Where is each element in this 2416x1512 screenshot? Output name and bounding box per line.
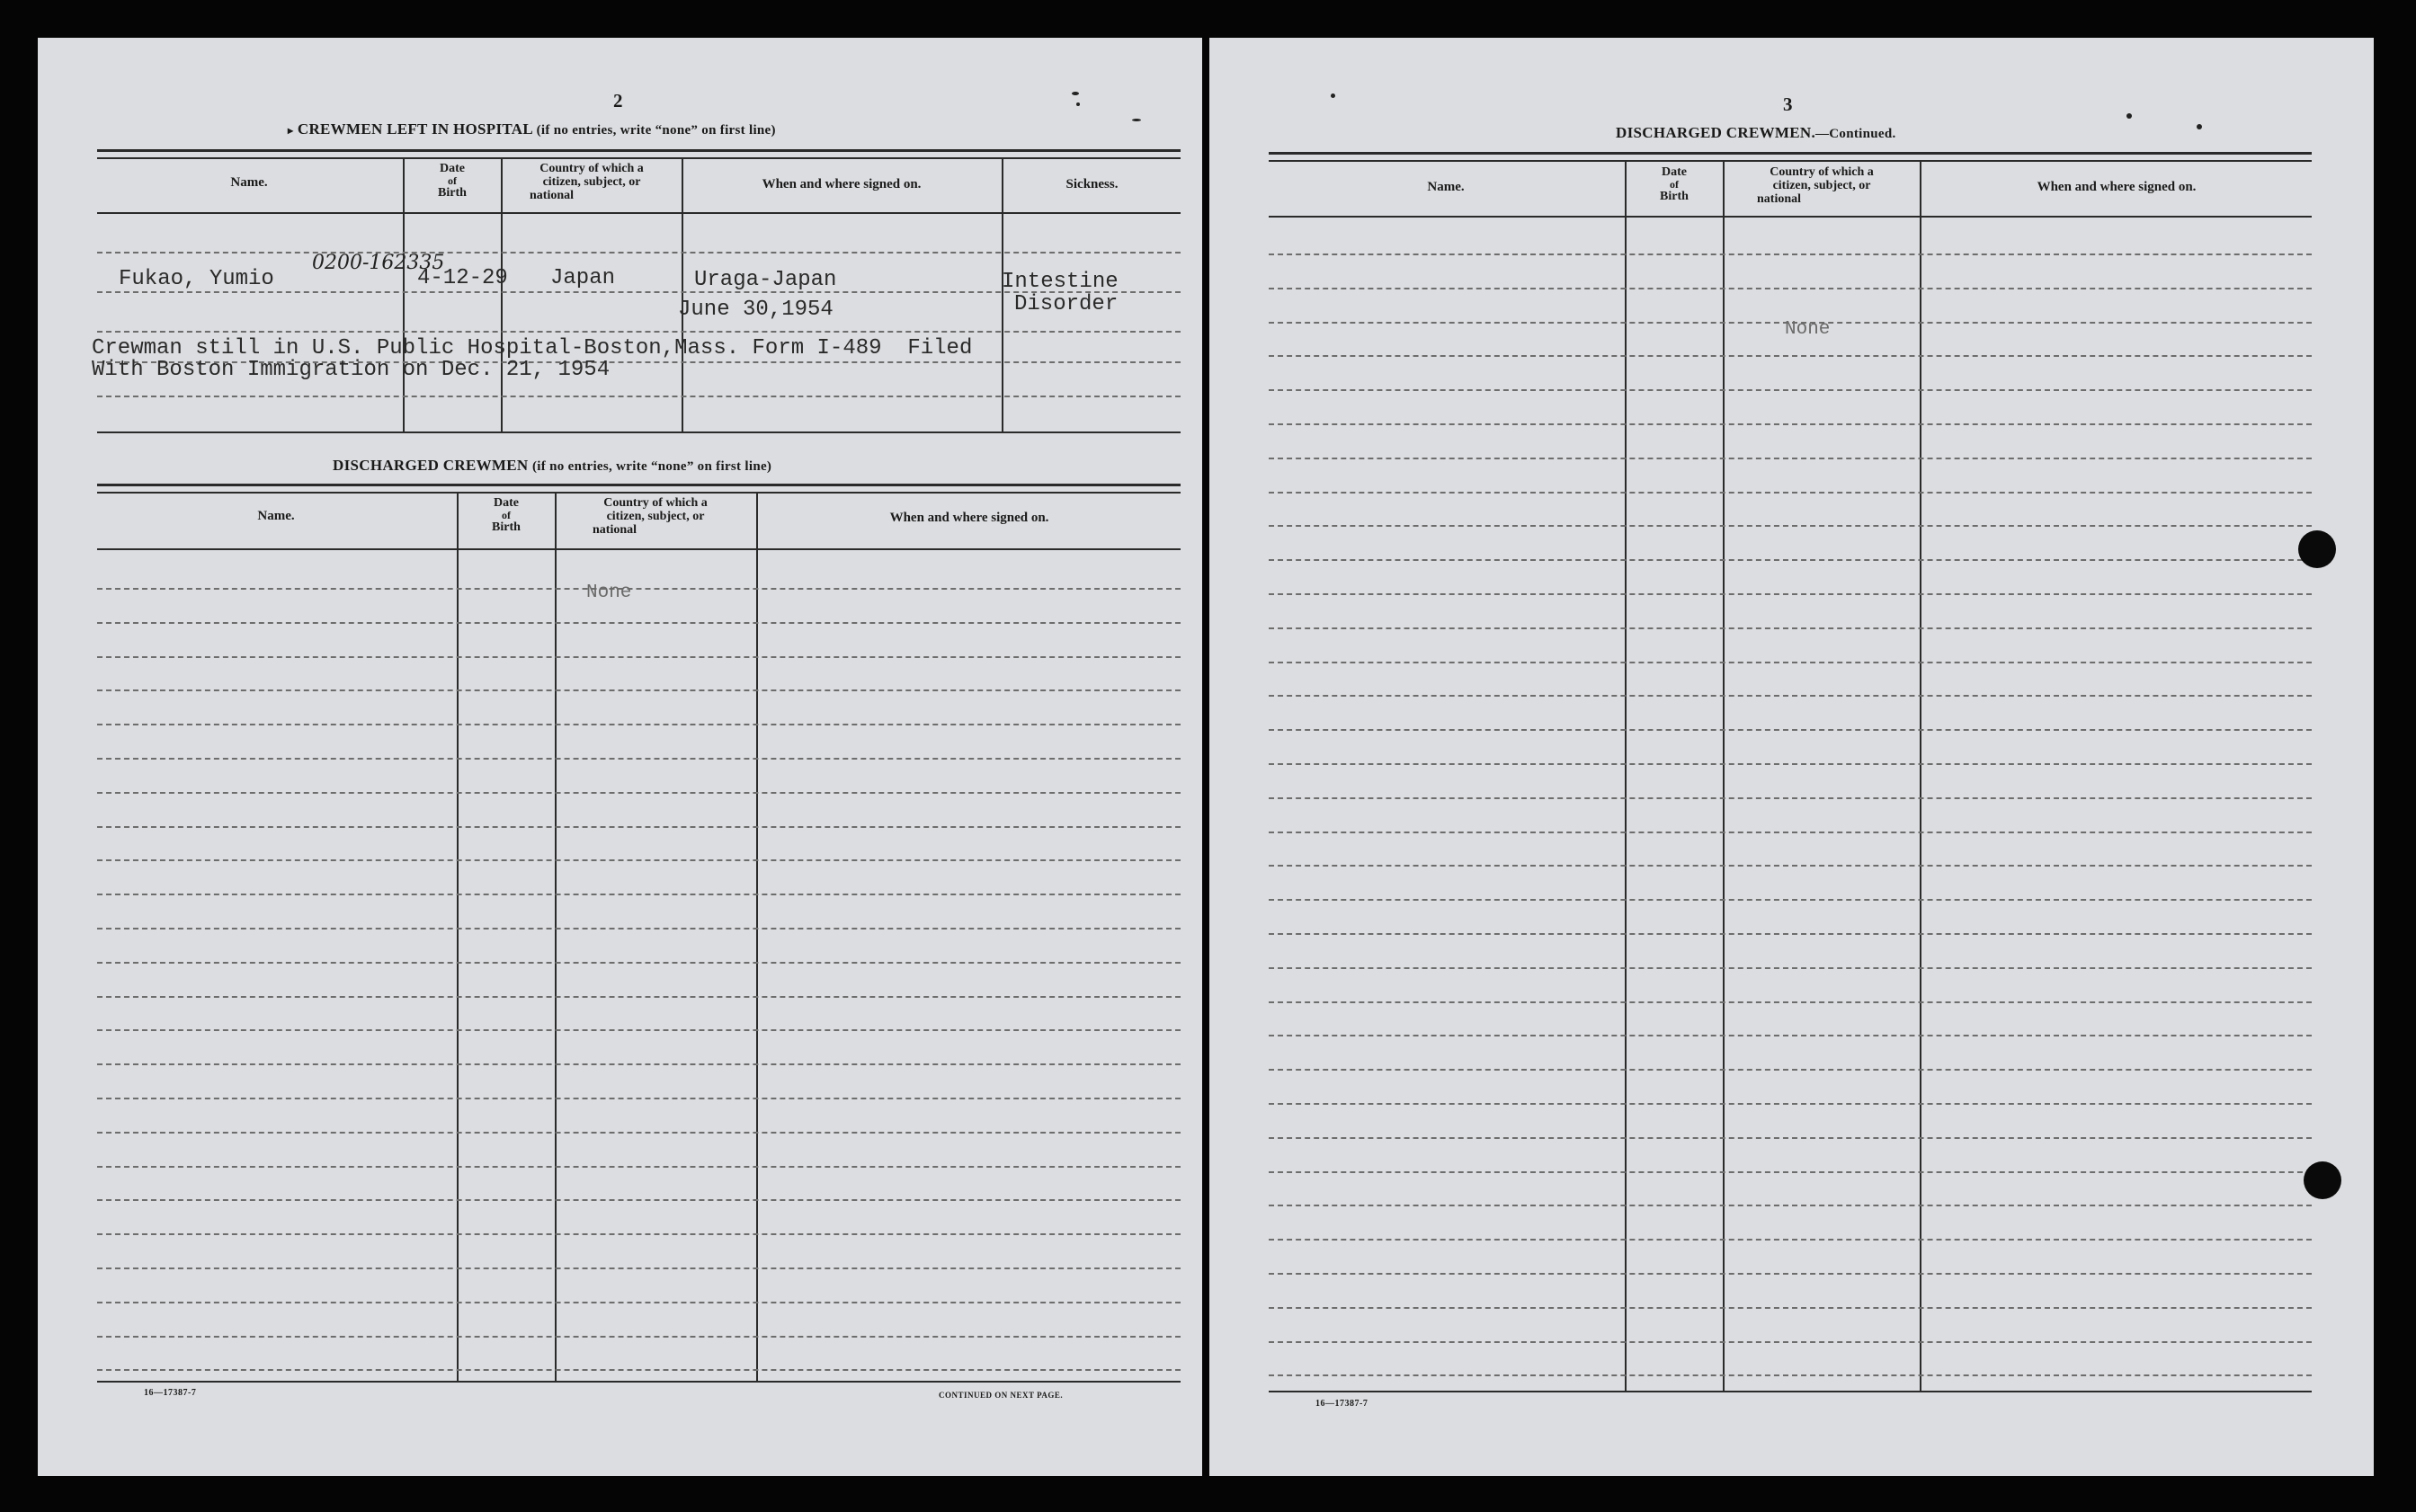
writing-line <box>1269 355 2312 357</box>
writing-line <box>97 252 1181 253</box>
discharged-title: DISCHARGED CREWMEN <box>333 457 529 474</box>
writing-line <box>1269 662 2312 663</box>
writing-line <box>1269 559 2312 561</box>
col-header-sickness: Sickness. <box>1065 177 1119 191</box>
remark-line-1: Crewman still in U.S. Public Hospital-Boston,Mass. Form I-489 Filed <box>92 336 973 360</box>
col-header-dob: Date of Birth <box>1660 165 1689 203</box>
discharged-none-entry: None <box>586 583 632 603</box>
writing-line <box>97 689 1181 691</box>
table-rule <box>97 157 1181 159</box>
writing-line <box>1269 729 2312 731</box>
table-rule <box>97 492 1181 494</box>
writing-line <box>1269 1341 2312 1343</box>
ink-speck <box>1132 119 1141 121</box>
table-rule-header <box>1269 216 2312 218</box>
col-header-signed: When and where signed on. <box>889 511 1049 525</box>
signed-date: June 30,1954 <box>678 298 834 322</box>
writing-line <box>97 588 1181 590</box>
table-rule-top <box>97 149 1181 152</box>
ink-speck <box>2197 124 2202 129</box>
crewman-name: Fukao, Yumio <box>119 267 274 291</box>
column-divider <box>555 492 557 1381</box>
writing-line <box>1269 899 2312 901</box>
writing-line <box>1269 253 2312 255</box>
discharged-none-entry: None <box>1785 319 1831 340</box>
writing-line <box>97 1166 1181 1168</box>
handwritten-file-number: 0200-162335 <box>312 252 445 274</box>
writing-line <box>1269 1307 2312 1309</box>
punch-hole <box>2304 1161 2341 1199</box>
col-header-signed: When and where signed on. <box>762 177 922 191</box>
writing-line <box>1269 1001 2312 1003</box>
writing-line <box>1269 865 2312 867</box>
writing-line <box>1269 1374 2312 1376</box>
crewman-country: Japan <box>550 266 616 290</box>
sickness-line-1: Intestine <box>1002 270 1119 294</box>
writing-line <box>1269 1103 2312 1105</box>
writing-line <box>97 1369 1181 1371</box>
writing-line <box>97 1029 1181 1031</box>
writing-line <box>1269 1069 2312 1071</box>
right-page <box>1209 38 2374 1476</box>
writing-line <box>1269 832 2312 833</box>
col-header-signed: When and where signed on. <box>2037 180 2197 194</box>
hospital-section-title: ▸ CREWMEN LEFT IN HOSPITAL (if no entries, write “none” on first line) <box>288 120 776 138</box>
writing-line <box>97 1132 1181 1134</box>
discharged-instruction: (if no entries, write “none” on first line) <box>532 459 772 474</box>
writing-line <box>97 996 1181 998</box>
writing-line <box>1269 1035 2312 1036</box>
writing-line <box>1269 1205 2312 1206</box>
column-divider <box>756 492 758 1381</box>
remark-line-2: With Boston Immigration on Dec. 21, 1954 <box>92 358 611 382</box>
sickness-line-2: Disorder <box>1014 292 1119 316</box>
writing-line <box>97 758 1181 760</box>
table-rule-bottom <box>97 1381 1181 1383</box>
table-rule-header <box>97 212 1181 214</box>
writing-line <box>97 826 1181 828</box>
writing-line <box>97 1267 1181 1269</box>
writing-line <box>97 622 1181 624</box>
crewman-dob: 4-12-29 <box>417 266 508 290</box>
writing-line <box>97 1098 1181 1099</box>
col-header-dob: Date of Birth <box>438 162 467 200</box>
table-rule-top <box>1269 152 2312 155</box>
hospital-title: CREWMEN LEFT IN HOSPITAL <box>297 120 533 138</box>
writing-line <box>97 656 1181 658</box>
writing-line <box>1269 593 2312 595</box>
table-rule-top <box>97 484 1181 486</box>
col-header-country: Country of which a citizen, subject, or national <box>530 162 644 202</box>
writing-line <box>1269 1137 2312 1139</box>
writing-line <box>1269 797 2312 799</box>
writing-line <box>97 724 1181 725</box>
left-page <box>38 38 1202 1476</box>
table-rule-bottom <box>97 431 1181 433</box>
col-header-dob: Date of Birth <box>492 496 521 534</box>
col-header-name: Name. <box>230 175 268 190</box>
writing-line <box>97 792 1181 794</box>
column-divider <box>1002 157 1003 431</box>
ink-speck <box>1076 102 1080 106</box>
writing-line <box>97 1302 1181 1303</box>
writing-line <box>1269 1273 2312 1275</box>
table-rule-header <box>97 548 1181 550</box>
writing-line <box>97 1233 1181 1235</box>
column-divider <box>682 157 683 431</box>
writing-line <box>97 962 1181 964</box>
writing-line <box>97 894 1181 895</box>
writing-line <box>97 1199 1181 1201</box>
page-number: 2 <box>613 90 623 111</box>
writing-line <box>97 928 1181 929</box>
table-rule-bottom <box>1269 1391 2312 1392</box>
punch-hole <box>2298 530 2336 568</box>
writing-line <box>1269 423 2312 425</box>
writing-line <box>1269 288 2312 289</box>
writing-line <box>1269 525 2312 527</box>
col-header-name: Name. <box>1427 180 1465 194</box>
continued-note: CONTINUED ON NEXT PAGE. <box>939 1391 1064 1400</box>
col-header-country: Country of which a citizen, subject, or national <box>1757 165 1874 206</box>
column-divider <box>457 492 459 1381</box>
writing-line <box>97 331 1181 333</box>
table-rule <box>1269 160 2312 162</box>
hospital-instruction: (if no entries, write “none” on first line) <box>536 123 776 138</box>
page-number: 3 <box>1783 93 1793 115</box>
discharged-section-title <box>333 457 771 475</box>
writing-line <box>1269 967 2312 969</box>
writing-line <box>1269 492 2312 494</box>
writing-line <box>97 396 1181 397</box>
writing-line <box>1269 1239 2312 1241</box>
writing-line <box>97 859 1181 861</box>
ink-speck <box>2126 113 2132 119</box>
col-header-name: Name. <box>257 509 295 523</box>
ink-speck <box>1331 93 1335 98</box>
writing-line <box>1269 389 2312 391</box>
discharged-continued-title <box>1616 124 1896 142</box>
writing-line <box>97 1336 1181 1338</box>
col-header-country: Country of which a citizen, subject, or national <box>593 496 708 537</box>
ink-speck <box>1072 92 1079 95</box>
discharged-title: DISCHARGED CREWMEN. <box>1616 124 1815 141</box>
writing-line <box>1269 458 2312 459</box>
writing-line <box>1269 933 2312 935</box>
writing-line <box>1269 763 2312 765</box>
writing-line <box>1269 1171 2312 1173</box>
signed-place: Uraga-Japan <box>694 268 837 292</box>
continued-suffix: —Continued. <box>1815 127 1896 141</box>
writing-line <box>1269 627 2312 629</box>
writing-line <box>97 1063 1181 1065</box>
form-number: 16—17387-7 <box>144 1388 197 1398</box>
form-number: 16—17387-7 <box>1315 1399 1368 1409</box>
writing-line <box>1269 695 2312 697</box>
